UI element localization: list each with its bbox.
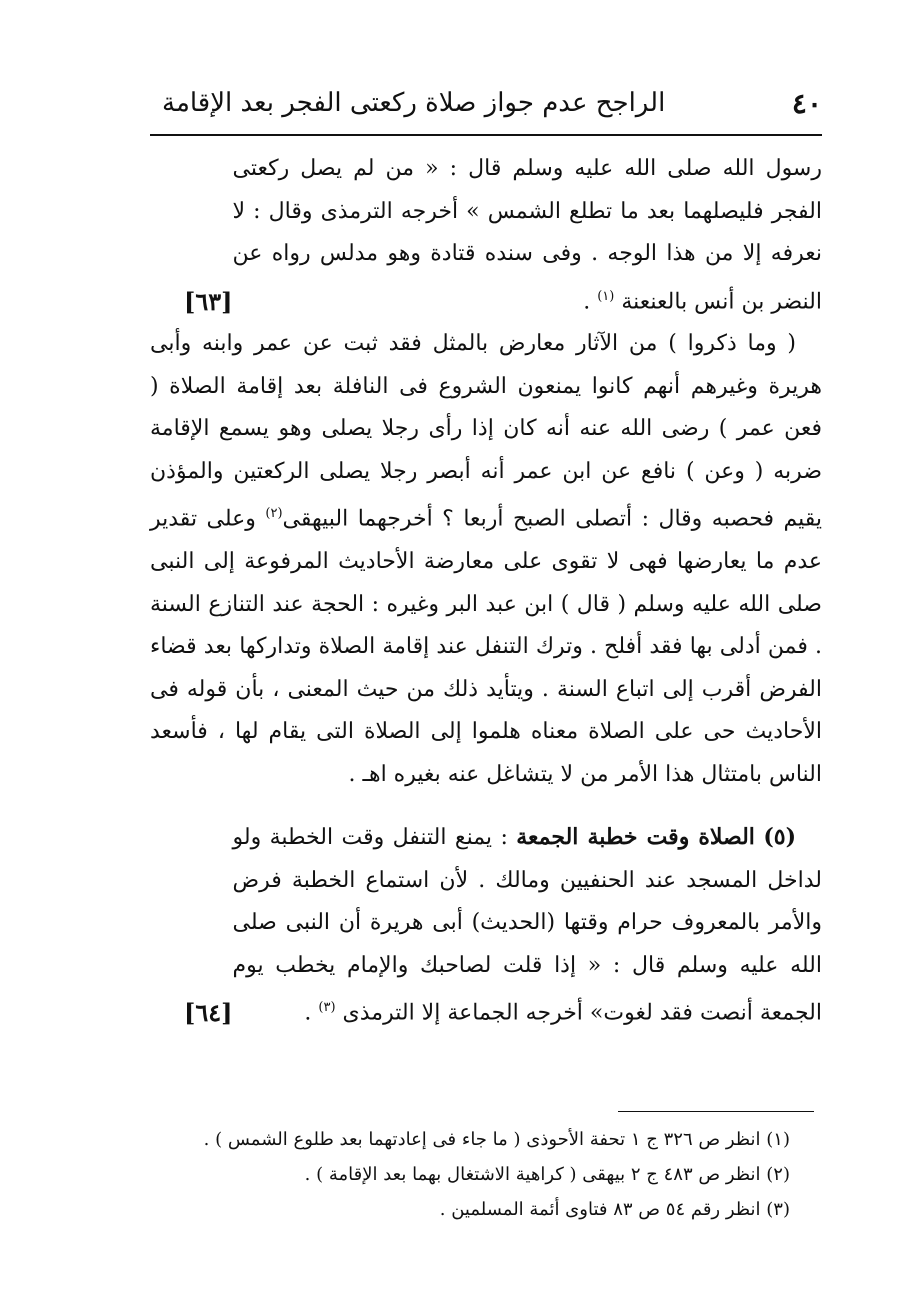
section-number: (٥) (763, 824, 796, 851)
paragraph-1 (150, 148, 822, 323)
running-title: الراجح عدم جواز صلاة ركعتى الفجر بعد الإقامة (162, 88, 666, 118)
paragraph-1-end: . (583, 288, 598, 314)
header-rule (150, 134, 822, 136)
footnote-1: (١) انظر ص ٣٢٦ ج ١ تحفة الأحوذى ( ما جاء فى إعادتهما بعد طلوع الشمس ) . (203, 1129, 790, 1150)
page-header (150, 78, 822, 128)
footnote-marker-3: (٣) (318, 1000, 336, 1016)
footnote-2: (٢) انظر ص ٤٨٣ ج ٢ بيهقى ( كراهية الاشتغال بهما بعد الإقامة ) . (304, 1164, 790, 1185)
main-text (150, 148, 822, 1035)
footnote-3: (٣) انظر رقم ٥٤ ص ٨٣ فتاوى أئمة المسلمين . (439, 1199, 790, 1220)
paragraph-2-text-b: وعلى تقدير عدم ما يعارضها فهى لا تقوى على معارضة الأحاديث المرفوعة إلى النبى صلى الله عليه وسلم ( قال ) ابن عبد البر وغيره : الحجة عند التنازع السنة . فمن أدلى بها فقد أفلح . وترك التنفل عند إقامة الصلاة وتداركها بعد قضاء الفرض أقرب إلى اتباع السنة . ويتأيد ذلك من حيث المعنى ، بأن قوله فى الأحاديث حى على الصلاة معناه هلموا إلى الصلاة التى يقام لها ، فأسعد الناس بامتثال هذا الأمر من لا يتشاغل عنه بغيره اهـ . (150, 506, 822, 787)
footnote-marker-2: (٢) (265, 506, 283, 522)
footnote-marker-1: (١) (597, 288, 615, 304)
paragraph-3-end: . (304, 1000, 319, 1026)
paragraph-3-text: : يمنع التنفل وقت الخطبة ولو لداخل المسجد عند الحنفيين ومالك . لأن استماع الخطبة فرض والأمر بالمعروف حرام وقتها (الحديث) أبى هريرة أن النبى صلى الله عليه وسلم قال : « إذا قلت لصاحبك والإمام يخطب يوم الجمعة أنصت فقد لغوت» أخرجه الجماعة إلا الترمذى (232, 825, 822, 1026)
page-number: ٤٠ (791, 86, 822, 120)
paragraph-2 (150, 323, 822, 796)
footnote-rule (618, 1111, 814, 1112)
section-heading: الصلاة وقت خطبة الجمعة (516, 824, 755, 851)
paragraph-2-text-a: ( وما ذكروا ) من الآثار معارض بالمثل فقد ثبت عن عمر وابنه وأبى هريرة وغيرهم أنهم كانوا يمنعون الشروع فى النافلة بعد إقامة الصلاة ( فعن عمر ) رضى الله عنه أنه كان إذا رأى رجلا يصلى وهو يسمع الإقامة ضربه ( وعن ) نافع عن ابن عمر أنه أبصر رجلا يصلى الركعتين والمؤذن يقيم فحصبه وقال : أتصلى الصبح أربعا ؟ أخرجهما البيهقى (150, 331, 823, 532)
paragraph-1-text: رسول الله صلى الله عليه وسلم قال : « من لم يصل ركعتى الفجر فليصلهما بعد ما تطلع الشمس » أخرجه الترمذى وقال : لا نعرفه إلا من هذا الوجه . وفى سنده قتادة وهو مدلس رواه عن النضر بن أنس بالعنعنة (232, 156, 822, 314)
reference-number-64: [٦٤] (184, 998, 233, 1028)
reference-number-63: [٦٣] (184, 286, 233, 316)
paragraph-3 (150, 816, 822, 1035)
footnotes (150, 1122, 790, 1227)
